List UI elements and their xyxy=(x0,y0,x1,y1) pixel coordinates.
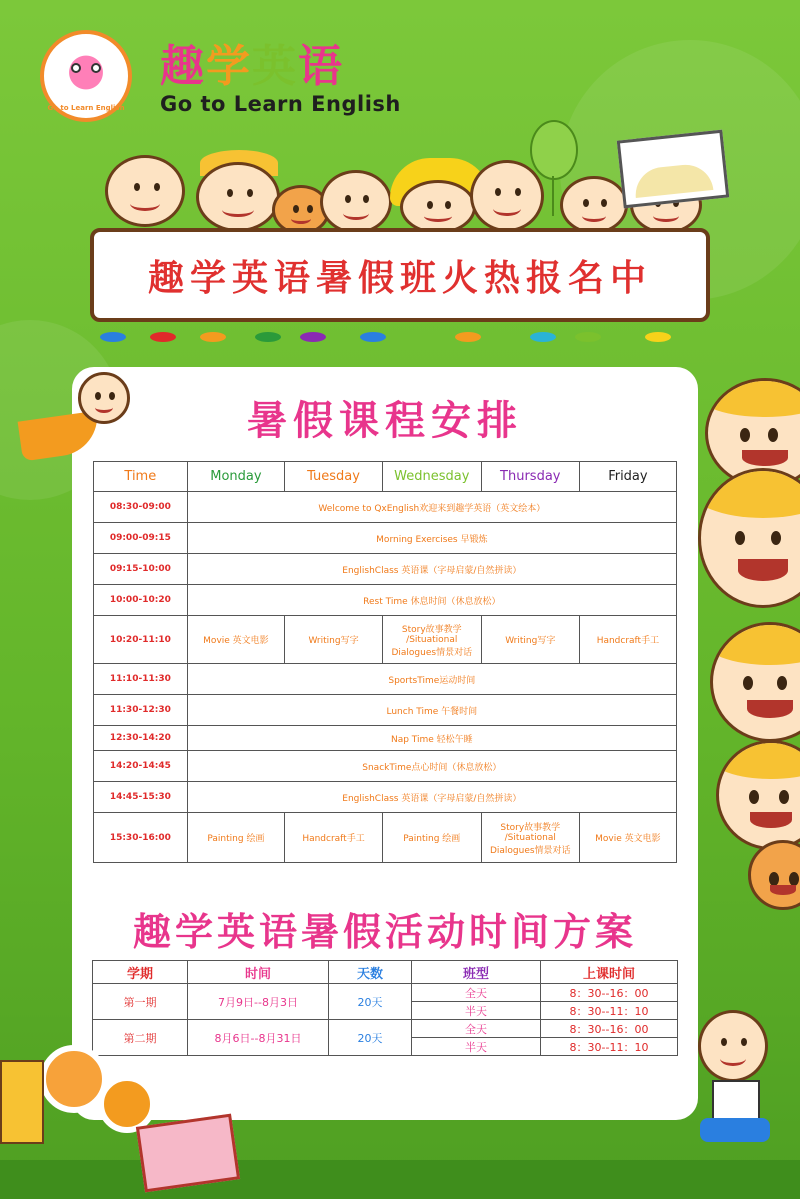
schedule-card xyxy=(72,367,698,1120)
schedule-activity-cell: Rest Time 休息时间（休息放松） xyxy=(187,585,676,616)
plan-class-type: 全天 xyxy=(412,984,541,1002)
plan-class-type: 全天 xyxy=(412,1020,541,1038)
plan-row xyxy=(93,1020,678,1038)
logo-badge xyxy=(40,30,132,122)
girl-illustration xyxy=(78,372,130,424)
schedule-activity-cell: Movie 英文电影 xyxy=(579,813,676,863)
schedule-row xyxy=(94,695,677,726)
plan-header-term: 学期 xyxy=(93,961,188,984)
plan-class-hours: 8：30--16：00 xyxy=(541,984,678,1002)
plan-header-dates: 时间 xyxy=(188,961,329,984)
book-icon xyxy=(136,1114,240,1193)
schedule-time-cell: 15:30-16:00 xyxy=(94,813,188,863)
schedule-header-cell: Friday xyxy=(579,462,676,492)
plan-row xyxy=(93,984,678,1002)
plan-days: 20天 xyxy=(329,984,412,1020)
monster-mascot-icon xyxy=(51,41,121,111)
schedule-activity-cell: SportsTime运动时间 xyxy=(187,664,676,695)
schedule-header-cell: Tuesday xyxy=(285,462,383,492)
schedule-header-cell: Monday xyxy=(187,462,285,492)
schedule-row xyxy=(94,523,677,554)
logo-ring-text: Go to Learn English xyxy=(47,104,125,112)
schedule-row xyxy=(94,585,677,616)
balloon-icon xyxy=(530,120,578,180)
schedule-header-cell: Wednesday xyxy=(382,462,481,492)
schedule-time-cell: 08:30-09:00 xyxy=(94,492,188,523)
schedule-time-cell: 09:15-10:00 xyxy=(94,554,188,585)
plan-class-type: 半天 xyxy=(412,1038,541,1056)
schedule-activity-cell: EnglishClass 英语课（字母启蒙/自然拼读） xyxy=(187,782,676,813)
schedule-activity-cell: Story故事教学 /Situational Dialogues情景对话 xyxy=(481,813,579,863)
schedule-header-cell: Thursday xyxy=(481,462,579,492)
schedule-activity-cell: Welcome to QxEnglish欢迎来到趣学英语（英文绘本） xyxy=(187,492,676,523)
drawing-board-icon xyxy=(617,130,730,209)
plan-header-hours: 上课时间 xyxy=(541,961,678,984)
schedule-activity-cell: Lunch Time 午餐时间 xyxy=(187,695,676,726)
schedule-activity-cell: Painting 绘画 xyxy=(187,813,285,863)
schedule-title: 暑假课程安排 xyxy=(247,398,523,444)
boy-illustration xyxy=(690,1010,780,1150)
plan-term: 第一期 xyxy=(93,984,188,1020)
plan-class-hours: 8：30--11：10 xyxy=(541,1038,678,1056)
schedule-activity-cell: Movie 英文电影 xyxy=(187,616,285,664)
plan-class-type: 半天 xyxy=(412,1002,541,1020)
schedule-time-cell: 14:20-14:45 xyxy=(94,751,188,782)
schedule-row xyxy=(94,616,677,664)
schedule-row xyxy=(94,664,677,695)
plan-dates: 8月6日--8月31日 xyxy=(188,1020,329,1056)
schedule-time-cell: 11:10-11:30 xyxy=(94,664,188,695)
schedule-activity-cell: Morning Exercises 早锻炼 xyxy=(187,523,676,554)
plan-table xyxy=(92,960,678,1056)
brand-name-cn: 趣学英语 xyxy=(160,41,344,92)
schedule-header-cell: Time xyxy=(94,462,188,492)
plan-header-row xyxy=(93,961,678,984)
schedule-row xyxy=(94,726,677,751)
schedule-time-cell: 14:45-15:30 xyxy=(94,782,188,813)
schedule-activity-cell: Painting 绘画 xyxy=(382,813,481,863)
schedule-activity-cell: SnackTime点心时间（休息放松） xyxy=(187,751,676,782)
schedule-row xyxy=(94,492,677,523)
schedule-activity-cell: Writing写字 xyxy=(481,616,579,664)
schedule-row xyxy=(94,813,677,863)
grass-strip xyxy=(0,1160,800,1199)
schedule-activity-cell: Writing写字 xyxy=(285,616,383,664)
schedule-time-cell: 12:30-14:20 xyxy=(94,726,188,751)
plan-header-days: 天数 xyxy=(329,961,412,984)
plan-days: 20天 xyxy=(329,1020,412,1056)
schedule-row xyxy=(94,554,677,585)
schedule-table xyxy=(93,461,677,863)
schedule-time-cell: 10:00-10:20 xyxy=(94,585,188,616)
schedule-activity-cell: Story故事教学 /Situational Dialogues情景对话 xyxy=(382,616,481,664)
schedule-time-cell: 10:20-11:10 xyxy=(94,616,188,664)
schedule-activity-cell: Nap Time 轻松午睡 xyxy=(187,726,676,751)
plan-class-hours: 8：30--16：00 xyxy=(541,1020,678,1038)
plan-dates: 7月9日--8月3日 xyxy=(188,984,329,1020)
plan-header-class-type: 班型 xyxy=(412,961,541,984)
schedule-time-cell: 11:30-12:30 xyxy=(94,695,188,726)
schedule-row xyxy=(94,751,677,782)
house-icon xyxy=(0,1060,44,1144)
plan-term: 第二期 xyxy=(93,1020,188,1056)
plan-class-hours: 8：30--11：10 xyxy=(541,1002,678,1020)
brand-name-en: Go to Learn English xyxy=(160,92,401,116)
schedule-activity-cell: EnglishClass 英语课（字母启蒙/自然拼读） xyxy=(187,554,676,585)
schedule-activity-cell: Handcraft手工 xyxy=(285,813,383,863)
schedule-header-row xyxy=(94,462,677,492)
schedule-activity-cell: Handcraft手工 xyxy=(579,616,676,664)
plan-title: 趣学英语暑假活动时间方案 xyxy=(132,910,637,954)
schedule-row xyxy=(94,782,677,813)
schedule-time-cell: 09:00-09:15 xyxy=(94,523,188,554)
banner-text: 趣学英语暑假班火热报名中 xyxy=(147,257,652,299)
enrollment-banner xyxy=(90,228,710,322)
